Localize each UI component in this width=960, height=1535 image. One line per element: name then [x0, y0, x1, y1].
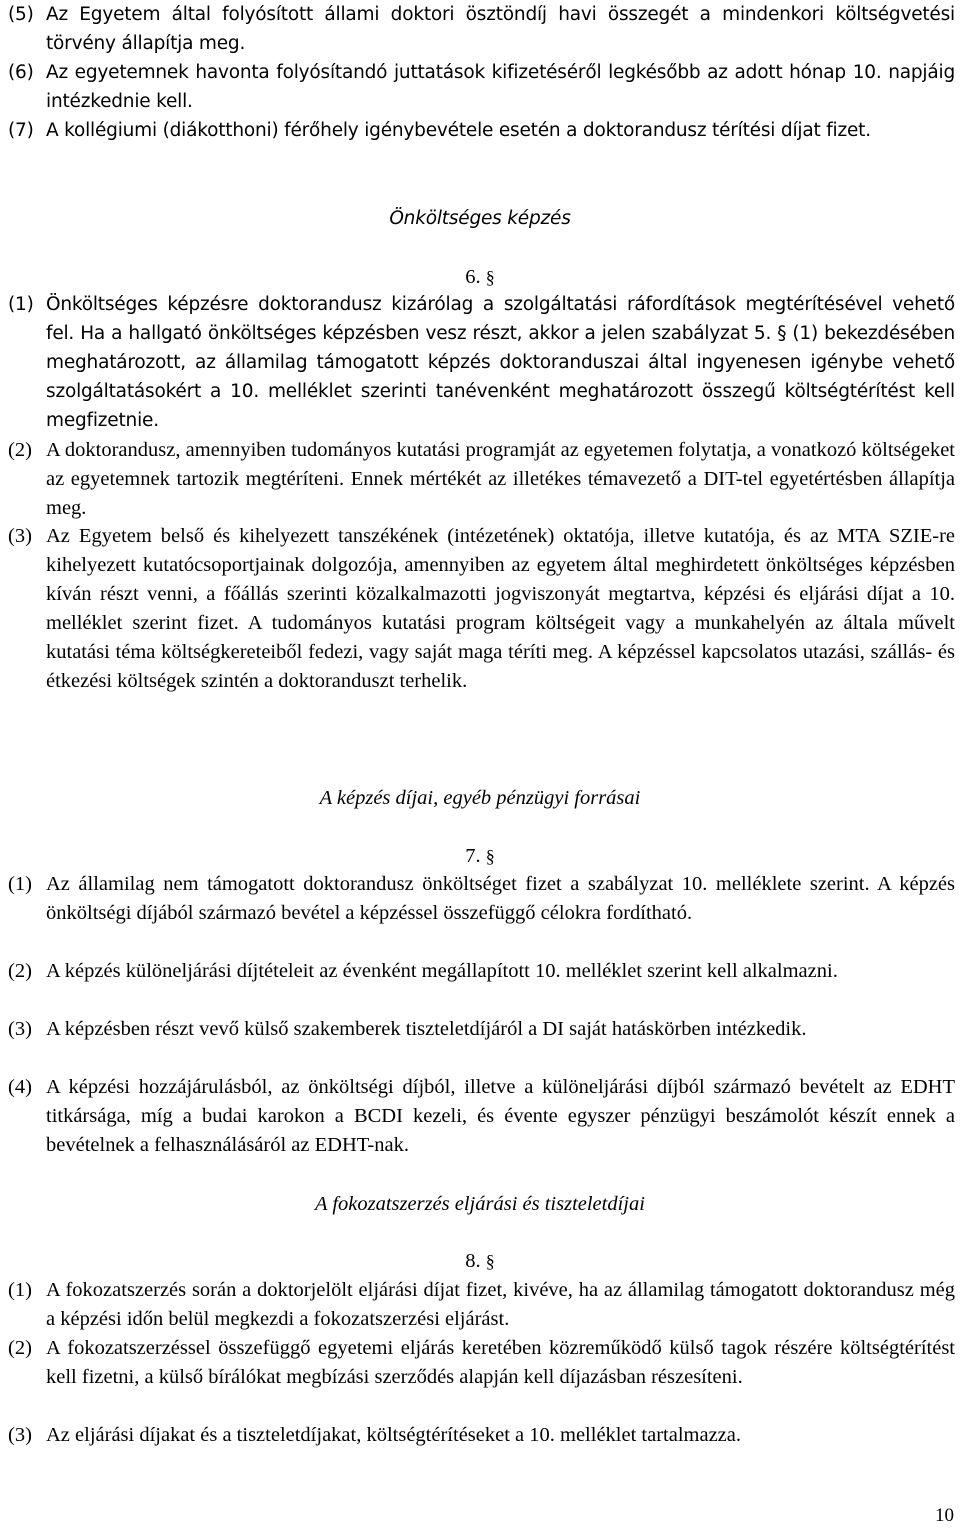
section-symbol: §: [485, 846, 495, 866]
paragraph-text: A képzés különeljárási díjtételeit az évenként megállapított 10. melléklet szerint kell alkalmazni.: [46, 960, 838, 982]
paragraph-number: (1): [8, 873, 32, 895]
page-number: 10: [935, 1505, 954, 1526]
paragraph-text: A képzésben részt vevő külső szakemberek tiszteletdíjáról a DI saját hatáskörben intézkedik.: [46, 1018, 807, 1040]
paragraph-text: A kollégiumi (diákotthoni) férőhely igénybevétele esetén a doktorandusz térítési díjat fizet.: [46, 120, 871, 141]
section-number: [0, 842, 960, 871]
section-heading: A fokozatszerzés eljárási és tiszteletdíjai: [315, 1193, 645, 1215]
section-number-text: 6.: [465, 266, 481, 288]
section-symbol: §: [485, 1251, 495, 1271]
paragraph-number: (3): [8, 525, 32, 547]
section-number-text: 8.: [465, 1250, 481, 1272]
paragraph-7-4: [8, 1073, 955, 1160]
section-heading: A képzés díjai, egyéb pénzügyi forrásai: [319, 787, 641, 809]
paragraph-text: A fokozatszerzés során a doktorjelölt eljárási díjat fizet, kivéve, ha az államilag támogatott doktorandusz még a képzési időn belül megkezdi a fokozatszerzési eljárást.: [46, 1279, 955, 1330]
paragraph-text: A doktorandusz, amennyiben tudományos kutatási programját az egyetemen folytatja, a vonatkozó költségeket az egyetemnek tartozik megtéríteni. Ennek mértékét az illetékes témavezető a DIT-tel egyetértésben állapítja meg.: [46, 439, 955, 519]
paragraph-7: [8, 116, 955, 145]
paragraph-8-3: [8, 1421, 955, 1450]
section-heading: Önköltséges képzés: [389, 208, 571, 229]
paragraph-7-1: [8, 870, 955, 928]
paragraph-6-1: [8, 290, 955, 435]
paragraph-text: Az egyetemnek havonta folyósítandó juttatások kifizetéséről legkésőbb az adott hónap 10. napjáig intézkednie kell.: [46, 62, 955, 112]
paragraph-number: (6): [8, 62, 34, 83]
section-number: [0, 263, 960, 292]
paragraph-7-3: [8, 1015, 955, 1044]
paragraph-text: Az Egyetem belső és kihelyezett tanszékének (intézetének) oktatója, illetve kutatója, és az MTA SZIE-re kihelyezett kutatócsoportjainak dolgozója, amennyiben az egyetem által meghirdetett önköltséges képzésben kíván részt venni, a főállás szerinti közalkalmazotti jogviszonyát megtartva, képzési és eljárási díjat a 10. melléklet szerint fizet. A tudományos kutatási program költségeit vagy a munkahelyén az általa művelt kutatási téma költségkereteiből fedezi, vagy saját maga téríti meg. A képzéssel kapcsolatos utazási, szállás- és étkezési költségek szintén a doktoranduszt terhelik.: [46, 525, 955, 692]
paragraph-number: (2): [8, 1337, 32, 1359]
paragraph-6-3: [8, 522, 955, 696]
paragraph-text: Önköltséges képzésre doktorandusz kizárólag a szolgáltatási ráfordítások megtérítésével vehető fel. Ha a hallgató önköltséges képzésben vesz részt, akkor a jelen szabályzat 5. § (1) bekezdésében meghatározott, az államilag támogatott képzés doktoranduszai által ingyenesen igénybe vehető szolgáltatásokért a 10. melléklet szerinti tanévenként meghatározott összegű költségtérítést kell megfizetnie.: [46, 294, 955, 431]
paragraph-number: (3): [8, 1018, 32, 1040]
paragraph-7-2: [8, 957, 955, 986]
paragraph-number: (7): [8, 120, 34, 141]
paragraph-text: A képzési hozzájárulásból, az önköltségi díjból, illetve a különeljárási díjból származó bevételt az EDHT titkársága, míg a budai karokon a BCDI kezeli, és évente egyszer pénzügyi beszámolót készít ennek a bevételnek a felhasználásáról az EDHT-nak.: [46, 1076, 955, 1156]
paragraph-number: (4): [8, 1076, 32, 1098]
paragraph-6: [8, 58, 955, 116]
paragraph-text: Az Egyetem által folyósított állami doktori ösztöndíj havi összegét a mindenkori költségvetési törvény állapítja meg.: [46, 4, 955, 54]
paragraph-text: Az eljárási díjakat és a tiszteletdíjakat, költségtérítéseket a 10. melléklet tartalmazza.: [46, 1424, 741, 1446]
section-number-text: 7.: [465, 845, 481, 867]
paragraph-number: (1): [8, 1279, 32, 1301]
section-symbol: §: [485, 267, 495, 287]
paragraph-6-2: [8, 436, 955, 523]
section-number: [0, 1247, 960, 1276]
paragraph-text: A fokozatszerzéssel összefüggő egyetemi eljárás keretében közreműködő külső tagok részére költségtérítést kell fizetni, a külső bírálókat megbízási szerződés alapján kell díjazásban részesíteni.: [46, 1337, 955, 1388]
paragraph-5: [8, 0, 955, 58]
paragraph-text: Az államilag nem támogatott doktorandusz önköltséget fizet a szabályzat 10. melléklete szerint. A képzés önköltségi díjából származó bevétel a képzéssel összefüggő célokra fordítható.: [46, 873, 955, 924]
paragraph-number: (5): [8, 4, 34, 25]
paragraph-number: (2): [8, 439, 32, 461]
paragraph-number: (1): [8, 294, 34, 315]
paragraph-number: (3): [8, 1424, 32, 1446]
paragraph-8-1: [8, 1276, 955, 1334]
paragraph-number: (2): [8, 960, 32, 982]
paragraph-8-2: [8, 1334, 955, 1392]
